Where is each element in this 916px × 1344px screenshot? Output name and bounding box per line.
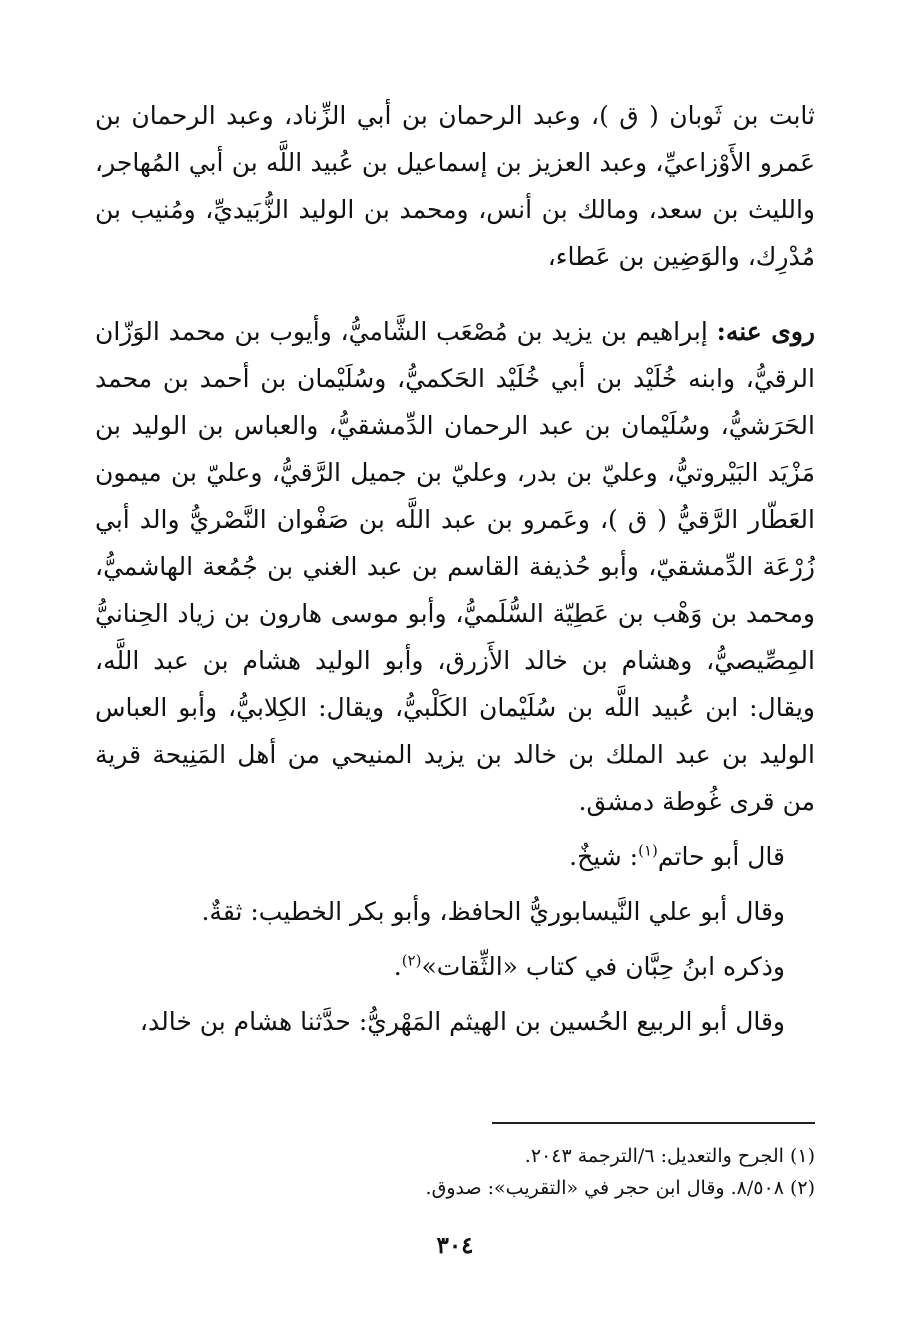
quote-abu-al-rabi: وقال أبو الربيع الحُسين بن الهيثم المَهْريُّ: حدَّثنا هشام بن خالد، <box>139 1007 785 1036</box>
footnote-ref-2[interactable]: (٢) <box>401 951 422 970</box>
quote-ibn-hibban-end: . <box>393 952 402 981</box>
page-number: ٣٠٤ <box>436 1232 474 1259</box>
page-body <box>95 92 815 1259</box>
quote-abu-hatim <box>95 833 815 880</box>
quote-ibn-hibban-text: وذكره ابنُ حِبَّان في كتاب «الثِّقات» <box>421 952 785 981</box>
narrators-to-text: إبراهيم بن يزيد بن مُصْعَب الشَّاميُّ، وأيوب بن محمد الوَزّان الرقيُّ، وابنه خُلَيْد بن أبي خُلَيْد الحَكميُّ، وسُلَيْمان بن أحمد بن محمد الحَرَشيُّ، وسُلَيْمان بن عبد الرحمان الدِّمشقيُّ، والعباس بن الوليد بن مَزْيَد البَيْروتيُّ، وعليّ بن بدر، وعليّ بن جميل الرَّقيُّ، وعليّ بن ميمون العَطّار الرَّقيُّ ( ق )، وعَمرو بن عبد اللَّه بن صَفْوان النَّصْريُّ والد أبي زُرْعَة الدِّمشقيّ، وأبو حُذيفة القاسم بن عبد الغني بن جُمُعة الهاشميُّ، ومحمد بن وَهْب بن عَطِيّة السُّلَميُّ، وأبو موسى هارون بن زياد الحِنانيُّ المِصِّيصيُّ، وهشام بن خالد الأَزرق، وأبو الوليد هشام بن عبد اللَّه، ويقال: ابن عُبيد اللَّه بن سُلَيْمان الكَلْبيُّ، ويقال: الكِلابيُّ، وأبو العباس الوليد بن عبد الملك بن خالد بن يزيد المنيحي من أهل المَنِيحة قرية من قرى غُوطة دمشق. <box>95 317 815 816</box>
quote-ibn-hibban <box>95 943 815 990</box>
quote-naysaburi: وقال أبو علي النَّيسابوريُّ الحافظ، وأبو بكر الخطيب: ثقةٌ. <box>201 897 785 926</box>
quote-abu-hatim-text: قال أبو حاتم <box>657 842 785 871</box>
footnote-ref-1[interactable]: (١) <box>638 841 658 860</box>
narrators-to-heading: روى عنه: <box>716 317 815 346</box>
quote-abu-hatim-verdict: : شيخٌ. <box>569 842 639 871</box>
narrators-from-paragraph: ثابت بن ثَوبان ( ق )، وعبد الرحمان بن أبي الزِّناد، وعبد الرحمان بن عَمرو الأَوْزاعيِّ، وعبد العزيز بن إسماعيل بن عُبيد اللَّه بن أبي المُهاجر، والليث بن سعد، ومالك بن أنس، ومحمد بن الوليد الزُّبَيديِّ، ومُنيب بن مُدْرِك، والوَضِين بن عَطاء، <box>95 101 815 271</box>
footnote-separator <box>492 1122 815 1124</box>
narrators-to-paragraph <box>95 308 815 825</box>
footnote-1: (١) الجرح والتعديل: ٦/الترجمة ٢٠٤٣. <box>524 1145 815 1167</box>
footnote-2: (٢) ٨/٥٠٨. وقال ابن حجر في «التقريب»: صدوق. <box>425 1177 815 1199</box>
footnotes <box>95 1140 815 1204</box>
